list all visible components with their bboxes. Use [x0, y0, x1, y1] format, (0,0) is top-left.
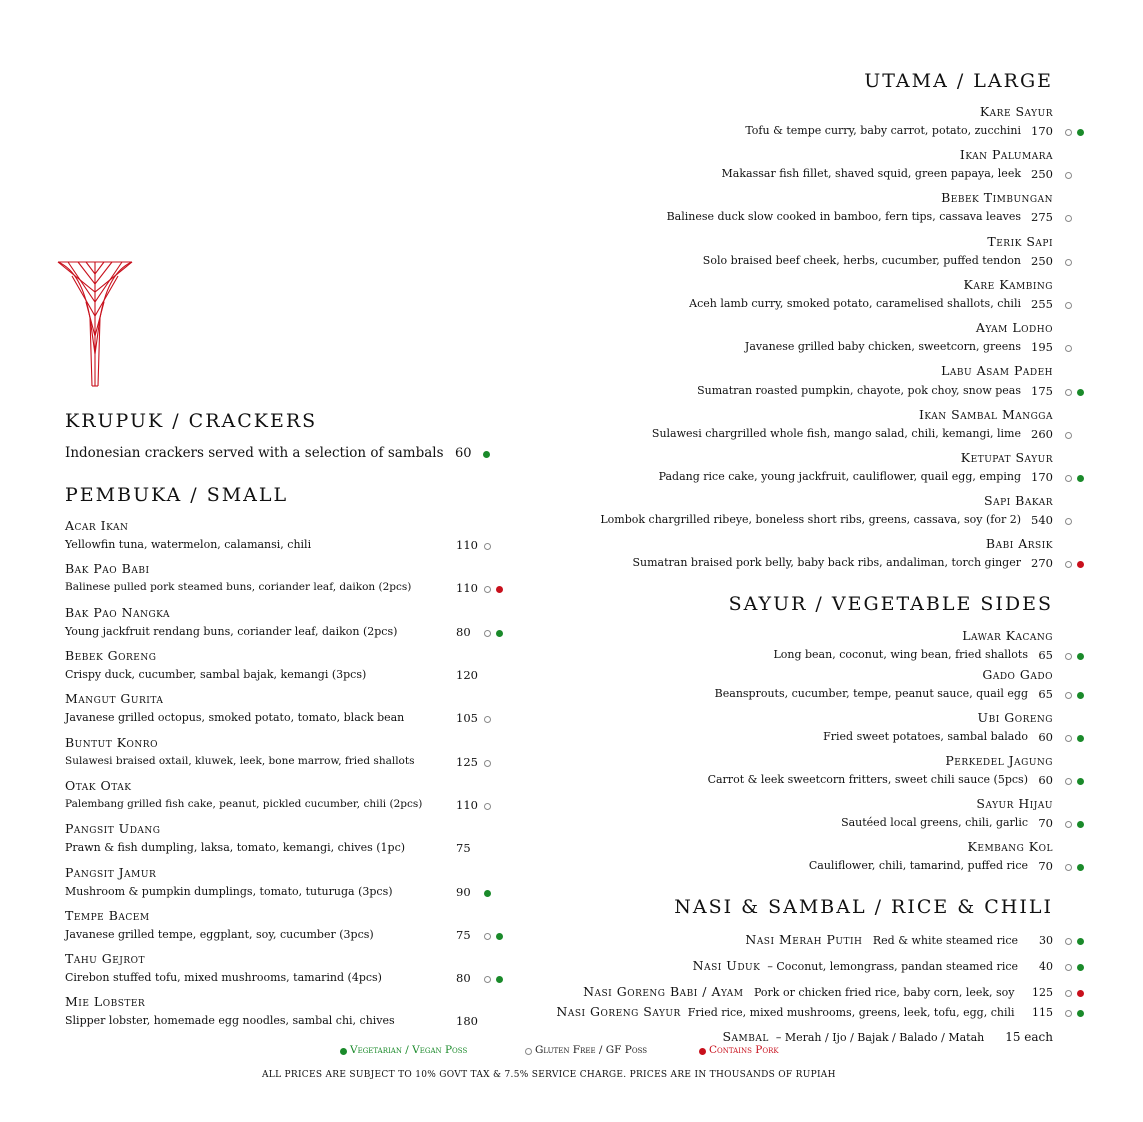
- item-name: Terik Sapi: [987, 234, 1053, 249]
- section-title-pembuka: PEMBUKA / SMALL: [65, 484, 289, 506]
- item-name: Ayam Lodho: [975, 320, 1053, 335]
- vegetarian-icon: [1077, 964, 1084, 971]
- item-description: Balinese pulled pork steamed buns, coriander leaf, daikon (2pcs): [65, 581, 412, 593]
- gluten-free-icon: [1065, 990, 1072, 997]
- item-name: Kembang Kol: [967, 839, 1053, 854]
- item-name: Tempe Bacem: [65, 908, 150, 923]
- vegetarian-icon: [483, 451, 490, 458]
- item-line: [745, 932, 1053, 947]
- item-description: Javanese grilled baby chicken, sweetcorn, greens: [744, 340, 1021, 353]
- item-name: Labu Asam Padeh: [941, 363, 1053, 378]
- section-title-utama: UTAMA / LARGE: [864, 70, 1053, 92]
- item-price: 65: [1038, 648, 1053, 662]
- item-name: Nasi Goreng Babi / Ayam: [583, 984, 744, 999]
- vegetarian-icon: [1077, 864, 1084, 871]
- item-price: 70: [1038, 859, 1053, 873]
- vegetarian-icon: [484, 890, 491, 897]
- item-description: Solo braised beef cheek, herbs, cucumber, puffed tendon: [702, 254, 1021, 267]
- item-price: 90: [456, 885, 471, 899]
- item-price: 15 each: [1005, 1030, 1053, 1044]
- item-price: 110: [456, 581, 478, 595]
- gluten-free-icon: [1065, 475, 1072, 482]
- item-name: Pangsit Jamur: [65, 865, 157, 880]
- item-name: Nasi Goreng Sayur: [556, 1004, 681, 1019]
- vegetarian-icon: [496, 933, 503, 940]
- item-price: 40: [1039, 960, 1053, 973]
- item-price: 75: [456, 841, 471, 855]
- item-description: Slipper lobster, homemade egg noodles, sambal chi, chives: [65, 1014, 395, 1027]
- vegetarian-icon: [1077, 129, 1084, 136]
- item-description: Tofu & tempe curry, baby carrot, potato, zucchini: [745, 124, 1021, 137]
- item-price: 80: [456, 971, 471, 985]
- vegetarian-icon: [1077, 692, 1084, 699]
- item-description: Long bean, coconut, wing bean, fried shallots: [773, 648, 1028, 661]
- krupuk-price: 60: [455, 446, 472, 461]
- section-title-krupuk: KRUPUK / CRACKERS: [65, 410, 318, 432]
- item-price: 275: [1031, 210, 1053, 224]
- item-description: Cirebon stuffed tofu, mixed mushrooms, tamarind (4pcs): [65, 971, 382, 984]
- krupuk-description: Indonesian crackers served with a selection of sambals: [65, 445, 444, 461]
- item-description: Sulawesi chargrilled whole fish, mango salad, chili, kemangi, lime: [651, 427, 1021, 440]
- item-description: Fried rice, mixed mushrooms, greens, leek, tofu, egg, chili: [687, 1006, 1015, 1019]
- gluten-free-icon: [484, 976, 491, 983]
- gluten-free-icon: [1065, 302, 1072, 309]
- vegetarian-icon: [1077, 735, 1084, 742]
- item-name: Mie Lobster: [65, 994, 146, 1009]
- item-name: Acar Ikan: [65, 518, 129, 533]
- gluten-free-icon: [1065, 432, 1072, 439]
- item-name: Bebek Timbungan: [941, 190, 1053, 205]
- item-price: 115: [1032, 1006, 1053, 1019]
- item-description: Sumatran braised pork belly, baby back ribs, andaliman, torch ginger: [632, 556, 1021, 569]
- item-name: Perkedel Jagung: [945, 753, 1053, 768]
- item-line: [556, 1004, 1053, 1019]
- item-description: Yellowfin tuna, watermelon, calamansi, chili: [65, 538, 312, 551]
- item-description: Beansprouts, cucumber, tempe, peanut sauce, quail egg: [714, 687, 1028, 700]
- item-description: Young jackfruit rendang buns, coriander leaf, daikon (2pcs): [65, 625, 398, 638]
- vegetarian-icon: [496, 976, 503, 983]
- item-name: Ketupat Sayur: [960, 450, 1053, 465]
- item-name: Ubi Goreng: [977, 710, 1053, 725]
- item-price: 250: [1031, 254, 1053, 268]
- item-line: [693, 958, 1053, 973]
- item-price: 260: [1031, 427, 1053, 441]
- item-name: Nasi Uduk: [692, 958, 761, 973]
- item-name: Bebek Goreng: [65, 648, 157, 663]
- gluten-free-icon: [1065, 653, 1072, 660]
- item-description: Red & white steamed rice: [872, 934, 1019, 947]
- item-price: 105: [456, 711, 478, 725]
- price-footnote: ALL PRICES ARE SUBJECT TO 10% GOVT TAX & 7.5% SERVICE CHARGE. PRICES ARE IN THOUSANDS OF RUPIAH: [262, 1070, 836, 1080]
- item-description: Aceh lamb curry, smoked potato, caramelised shallots, chili: [689, 297, 1021, 310]
- item-description: Crispy duck, cucumber, sambal bajak, kemangi (3pcs): [65, 668, 367, 681]
- gluten-free-icon: [1065, 735, 1072, 742]
- item-description: Pork or chicken fried rice, baby corn, leek, soy: [753, 986, 1015, 999]
- item-price: 125: [1032, 986, 1053, 999]
- item-name: Babi Arsik: [985, 536, 1053, 551]
- gluten-free-icon: [1065, 215, 1072, 222]
- vegetarian-icon: [1077, 938, 1084, 945]
- gluten-free-icon: [1065, 864, 1072, 871]
- pork-icon: [699, 1048, 706, 1055]
- item-price: 110: [456, 798, 478, 812]
- gluten-free-icon: [1065, 561, 1072, 568]
- item-name: Kare Kambing: [963, 277, 1053, 292]
- item-description: Javanese grilled octopus, smoked potato, tomato, black bean: [65, 711, 405, 724]
- item-price: 195: [1031, 340, 1053, 354]
- vegetarian-icon: [1077, 475, 1084, 482]
- gluten-free-icon: [1065, 129, 1072, 136]
- item-name: Otak Otak: [65, 778, 132, 793]
- item-price: 540: [1031, 513, 1053, 527]
- item-name: Sayur Hijau: [976, 796, 1053, 811]
- item-price: 175: [1031, 384, 1053, 398]
- item-description: Balinese duck slow cooked in bamboo, fern tips, cassava leaves: [666, 210, 1021, 223]
- item-line: [583, 984, 1053, 999]
- item-description: Padang rice cake, young jackfruit, cauliflower, quail egg, emping: [658, 470, 1021, 483]
- gluten-free-icon: [1065, 259, 1072, 266]
- item-price: 255: [1031, 297, 1053, 311]
- item-price: 170: [1031, 470, 1053, 484]
- item-price: 65: [1038, 687, 1053, 701]
- item-description: Carrot & leek sweetcorn fritters, sweet chili sauce (5pcs): [707, 773, 1028, 786]
- item-name: Bak Pao Babi: [65, 561, 150, 576]
- item-price: 270: [1031, 556, 1053, 570]
- section-title-sayur: SAYUR / VEGETABLE SIDES: [728, 593, 1053, 615]
- section-title-nasi: NASI & SAMBAL / RICE & CHILI: [674, 896, 1053, 918]
- item-price: 125: [456, 755, 478, 769]
- vegetarian-icon: [496, 630, 503, 637]
- legend-label: Vegetarian / Vegan Poss: [350, 1044, 468, 1056]
- item-description: Palembang grilled fish cake, peanut, pickled cucumber, chili (2pcs): [65, 798, 423, 810]
- item-description: Prawn & fish dumpling, laksa, tomato, kemangi, chives (1pc): [65, 841, 406, 854]
- pork-icon: [1077, 990, 1084, 997]
- gluten-free-icon: [484, 760, 491, 767]
- item-description: Makassar fish fillet, shaved squid, green papaya, leek: [721, 167, 1021, 180]
- legend-label: Contains Pork: [709, 1044, 779, 1056]
- gluten-free-icon: [1065, 172, 1072, 179]
- gluten-free-icon: [1065, 1010, 1072, 1017]
- item-description: Fried sweet potatoes, sambal balado: [823, 730, 1028, 743]
- gluten-free-icon: [484, 543, 491, 550]
- item-name: Ikan Sambal Mangga: [918, 407, 1053, 422]
- item-name: Buntut Konro: [65, 735, 158, 750]
- item-name: Sambal: [722, 1029, 769, 1044]
- item-price: 80: [456, 625, 471, 639]
- vegetarian-icon: [1077, 389, 1084, 396]
- gluten-free-icon: [1065, 389, 1072, 396]
- gluten-free-icon: [1065, 938, 1072, 945]
- item-description: Sumatran roasted pumpkin, chayote, pok choy, snow peas: [697, 384, 1021, 397]
- item-name: Sapi Bakar: [984, 493, 1053, 508]
- gluten-free-icon: [484, 586, 491, 593]
- gluten-free-icon: [1065, 778, 1072, 785]
- item-name: Tahu Gejrot: [65, 951, 146, 966]
- item-description: – Merah / Ijo / Bajak / Balado / Matah: [775, 1031, 985, 1044]
- item-description: Mushroom & pumpkin dumplings, tomato, tuturuga (3pcs): [65, 885, 393, 898]
- item-price: 30: [1039, 934, 1053, 947]
- item-description: Sautéed local greens, chili, garlic: [841, 816, 1028, 829]
- item-price: 250: [1031, 167, 1053, 181]
- item-name: Pangsit Udang: [65, 821, 161, 836]
- vegetarian-icon: [1077, 778, 1084, 785]
- gluten-free-icon: [484, 716, 491, 723]
- item-price: 120: [456, 668, 478, 682]
- vegetarian-icon: [1077, 1010, 1084, 1017]
- item-price: 75: [456, 928, 471, 942]
- item-name: Kare Sayur: [979, 104, 1053, 119]
- item-description: Cauliflower, chili, tamarind, puffed rice: [808, 859, 1028, 872]
- item-name: Lawar Kacang: [962, 628, 1053, 643]
- item-name: Gado Gado: [982, 667, 1053, 682]
- item-price: 170: [1031, 124, 1053, 138]
- legend-label: Gluten Free / GF Poss: [535, 1044, 648, 1056]
- tower-line-logo: [56, 258, 134, 390]
- item-description: Lombok chargrilled ribeye, boneless short ribs, greens, cassava, soy (for 2): [600, 513, 1021, 526]
- gluten-free-icon: [1065, 345, 1072, 352]
- pork-icon: [496, 586, 503, 593]
- item-price: 60: [1038, 730, 1053, 744]
- gluten-free-icon: [1065, 692, 1072, 699]
- vegetarian-icon: [340, 1048, 347, 1055]
- gluten-free-icon: [1065, 821, 1072, 828]
- item-name: Bak Pao Nangka: [65, 605, 171, 620]
- item-name: Mangut Gurita: [65, 691, 164, 706]
- item-price: 70: [1038, 816, 1053, 830]
- item-description: Javanese grilled tempe, eggplant, soy, cucumber (3pcs): [65, 928, 374, 941]
- gluten-free-icon: [1065, 518, 1072, 525]
- item-price: 180: [456, 1014, 478, 1028]
- item-price: 60: [1038, 773, 1053, 787]
- pork-icon: [1077, 561, 1084, 568]
- gluten-free-icon: [484, 933, 491, 940]
- item-description: Sulawesi braised oxtail, kluwek, leek, bone marrow, fried shallots: [65, 755, 415, 767]
- gluten-free-icon: [484, 630, 491, 637]
- item-price: 110: [456, 538, 478, 552]
- item-description: – Coconut, lemongrass, pandan steamed rice: [767, 960, 1019, 973]
- vegetarian-icon: [1077, 821, 1084, 828]
- gluten-free-icon: [1065, 964, 1072, 971]
- gluten-free-icon: [525, 1048, 532, 1055]
- vegetarian-icon: [1077, 653, 1084, 660]
- item-line: [722, 1029, 1053, 1044]
- item-name: Ikan Palumara: [959, 147, 1053, 162]
- gluten-free-icon: [484, 803, 491, 810]
- item-name: Nasi Merah Putih: [745, 932, 863, 947]
